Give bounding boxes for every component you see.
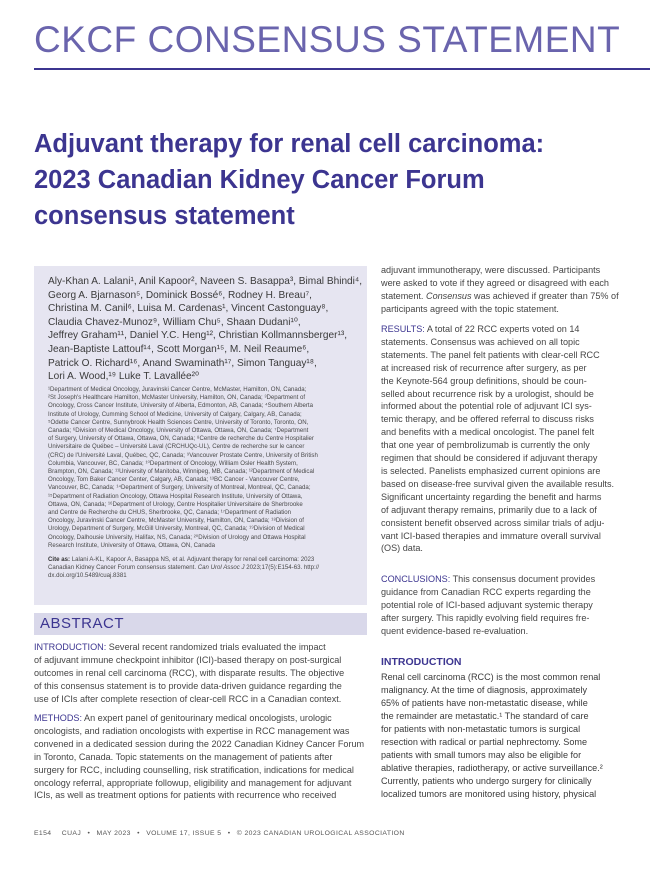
abstract-methods bbox=[34, 712, 367, 802]
affiliation-line: Institute of Urology, Cumming School of Medicine, University of Calgary, Calgary, AB, Canada; bbox=[48, 410, 302, 418]
affiliation-line: of Surgery, University of Ottawa, Ottawa, ON, Canada; ⁸Centre de recherche du Centre Hospitalier bbox=[48, 435, 314, 443]
author-line: Georg A. Bjarnason⁵, Dominick Bossé⁶, Rodney H. Breau⁷, bbox=[48, 289, 312, 301]
paragraph-line: oncologists, and radiation oncologists with expertise in RCC management was bbox=[34, 725, 350, 736]
paragraph-line: is selected. Panelists emphasized current opinions are bbox=[381, 465, 601, 476]
footer-separator: • bbox=[87, 830, 91, 837]
author-line: Christina M. Canil⁶, Luisa M. Cardenas¹, Vincent Castonguay⁸, bbox=[48, 303, 329, 315]
paragraph-italic: Consensus bbox=[426, 290, 472, 301]
paragraph-line bbox=[34, 641, 367, 654]
affiliations bbox=[48, 386, 360, 550]
paragraph-line: ICIs, as well as treatment options for patients with recurrence who received bbox=[34, 790, 337, 801]
author-line: Claudia Chavez-Munoz⁹, William Chu⁵, Shaan Dudani¹⁰, bbox=[48, 316, 301, 328]
paragraph-line: outcomes in renal cell carcinoma (RCC), with disparate results. The objective bbox=[34, 667, 345, 678]
paragraph-line: that one year of pembrolizumab is currently the only bbox=[381, 440, 590, 451]
abstract-results bbox=[381, 323, 631, 555]
paragraph-line: of this consensus statement is to provide data-driven guidance regarding the bbox=[34, 680, 342, 691]
abstract-methods-continued bbox=[381, 264, 631, 316]
paragraph-line: localized tumors are monitored using history, physical bbox=[381, 789, 597, 799]
paragraph-line: vant ICI-based therapies and immature overall survival bbox=[381, 530, 601, 541]
footer-date: MAY 2023 bbox=[96, 830, 131, 837]
paragraph-text: was achieved if greater than 75% of bbox=[471, 290, 619, 301]
affiliation-line: and Centre de Recherche du CHUS, Sherbrooke, QC, Canada; ¹⁷Department of Radiation bbox=[48, 509, 292, 517]
paragraph-text: This consensus document provides bbox=[450, 574, 596, 584]
paragraph-line: the Keynote-564 group definitions, should be coun- bbox=[381, 375, 587, 386]
paragraph-line bbox=[381, 573, 631, 586]
affiliation-line: Brampton, ON, Canada; ¹¹University of Manitoba, Winnipeg, MB, Canada; ¹²Department of Medical bbox=[48, 468, 315, 476]
affiliation-line: Universitaire de Québec – Université Laval (CRCHUQc-UL), Centre de recherche sur le cancer bbox=[48, 443, 305, 451]
author-list bbox=[48, 275, 363, 384]
paragraph-line: temic therapy, and be offered referral to discuss risks bbox=[381, 414, 594, 425]
paragraph-text: An expert panel of genitourinary medical oncologists, urologic bbox=[82, 713, 332, 723]
paragraph-line: regimen that should be considered if adjuvant therapy bbox=[381, 453, 598, 464]
footer-separator: • bbox=[137, 830, 140, 837]
affiliation-line: ¹Department of Medical Oncology, Juravinski Cancer Centre, McMaster, Hamilton, ON, Canada; bbox=[48, 386, 307, 393]
affiliation-line: Oncology, Tom Baker Cancer Center, Calgary, AB, Canada; ¹³BC Cancer - Vancouver Centre, bbox=[48, 476, 300, 484]
footer-separator bbox=[54, 830, 62, 837]
paragraph-line: quent evidence-based re-evaluation. bbox=[381, 625, 529, 636]
citation-line bbox=[48, 564, 360, 572]
paragraph-line: 65% of patients have non-metastatic disease, while bbox=[381, 698, 588, 708]
abstract-introduction bbox=[34, 641, 367, 706]
citation-text: 2023;17(5):E154-63. http:// bbox=[244, 564, 320, 572]
section-label: CKCF CONSENSUS STATEMENT bbox=[34, 19, 621, 60]
affiliation-line: Oncology, Dalhousie University, Halifax, NS, Canada; ²⁰Division of Urology and Ottawa Hospital bbox=[48, 533, 306, 541]
paragraph-line: potential role of ICI-based adjuvant systemic therapy bbox=[381, 599, 593, 610]
paragraph-line bbox=[34, 712, 367, 725]
paragraph-line: selled about recurrence risk by a urologist, should be bbox=[381, 388, 594, 399]
paragraph-text: Several recent randomized trials evaluated the impact bbox=[106, 642, 326, 652]
author-line: Aly-Khan A. Lalani¹, Anil Kapoor², Naveen S. Basappa³, Bimal Bhindi⁴, bbox=[48, 276, 363, 287]
affiliation-line: Oncology, Juravinski Cancer Centre, McMaster University, Hamilton, ON, Canada; ¹⁸Division of bbox=[48, 517, 304, 525]
paragraph-line: oncology referral, appropriate followup, eligibility and management for adjuvant bbox=[34, 777, 352, 788]
author-line: Jeffrey Graham¹¹, Daniel Y.C. Heng¹², Christian Kollmannsberger¹³, bbox=[48, 330, 348, 342]
affiliation-line: Research Institute, University of Ottawa, Ottawa, ON, Canada bbox=[48, 541, 215, 549]
affiliation-line: Ottawa, ON, Canada; ¹⁶Department of Urology, Centre Hospitalier Universitaire de Sherbrooke bbox=[48, 500, 303, 508]
paragraph-line bbox=[381, 323, 631, 336]
footer-journal: CUAJ bbox=[61, 830, 82, 837]
affiliation-line: ⁵Odette Cancer Centre, Sunnybrook Health Sciences Centre, University of Toronto, Toronto, ON, bbox=[48, 418, 309, 426]
paragraph-line: Currently, patients who undergo surgery for clinically bbox=[381, 776, 592, 786]
affiliation-line: Urology, Department of Surgery, McGill University, Montreal, QC, Canada; ¹⁹Division of Medical bbox=[48, 525, 305, 533]
paragraph-line: after surgery. This rapidly evolving field requires fre- bbox=[381, 612, 590, 623]
paragraph-line: at increased risk of recurrence after surgery, as per bbox=[381, 362, 587, 373]
paragraph-line: resection with radical or partial nephrectomy. Some bbox=[381, 737, 588, 747]
paragraph-line: for patients with non-metastatic tumors is surgical bbox=[381, 724, 581, 734]
affiliation-line: Vancouver, BC, Canada; ¹⁴Department of Surgery, University of Montreal, Montreal, QC, Canada; bbox=[48, 484, 311, 492]
paragraph-line: malignancy. At the time of diagnosis, approximately bbox=[381, 685, 588, 695]
affiliation-line: (CRC) de l'Université Laval, Québec, QC, Canada; ⁹Vancouver Prostate Centre, University of British bbox=[48, 451, 318, 459]
citation-line bbox=[48, 556, 360, 564]
citation-journal: Can Urol Assoc J bbox=[197, 564, 245, 572]
title-line: consensus statement bbox=[34, 202, 295, 230]
citation bbox=[48, 556, 360, 581]
paragraph-line: and benefits with a medical oncologist. The panel felt bbox=[381, 427, 595, 438]
abstract-methods-label: METHODS: bbox=[34, 713, 82, 723]
paragraph-line bbox=[381, 290, 631, 303]
paragraph-line: statements. Consensus was achieved on all topic bbox=[381, 336, 580, 347]
paragraph-line: guidance from Canadian RCC experts regarding the bbox=[381, 586, 591, 597]
abstract-heading-bar bbox=[34, 613, 367, 635]
affiliation-line: ²St Joseph's Healthcare Hamilton, McMaster University, Hamilton, ON, Canada; ³Department of bbox=[48, 394, 306, 402]
section-header bbox=[34, 16, 650, 70]
article-title bbox=[34, 126, 624, 234]
citation-label: Cite as: bbox=[48, 556, 71, 563]
footer-volume: VOLUME 17, ISSUE 5 bbox=[146, 830, 222, 837]
paragraph-line: ablative therapies, radiotherapy, or active surveillance.² bbox=[381, 763, 603, 773]
affiliation-line: Canada; ⁶Division of Medical Oncology, University of Ottawa, Ottawa, ON, Canada; ⁷Department bbox=[48, 427, 309, 435]
footer-copyright: © 2023 CANADIAN UROLOGICAL ASSOCIATION bbox=[236, 830, 405, 837]
affiliation-line: Oncology, Cross Cancer Institute, University of Alberta, Edmonton, AB, Canada; ⁴Southern Alberta bbox=[48, 402, 314, 410]
paragraph-line: surgery for RCC, including counselling, risk stratification, indications for medical bbox=[34, 764, 354, 775]
abstract-conclusions-label: CONCLUSIONS: bbox=[381, 574, 451, 584]
paragraph-line: use of ICIs after complete resection of clear-cell RCC in a Canadian context. bbox=[34, 693, 342, 704]
citation-text: Canadian Kidney Cancer Forum consensus statement. bbox=[48, 564, 198, 572]
paragraph-line: Significant uncertainty regarding the benefit and harms bbox=[381, 491, 602, 502]
abstract-results-label: RESULTS: bbox=[381, 324, 425, 334]
author-line: Jean-Baptiste Lattouf¹⁴, Scott Morgan¹⁵, M. Neil Reaume⁶, bbox=[48, 343, 310, 355]
paragraph-line: the remainder are metastatic.¹ The standard of care bbox=[381, 711, 589, 721]
paragraph-line: convened in a dedicated session during the 2022 Canadian Kidney Cancer Forum bbox=[34, 738, 365, 749]
author-line: Lori A. Wood,¹⁹ Luke T. Lavallée²⁰ bbox=[48, 371, 200, 383]
introduction-heading: INTRODUCTION bbox=[381, 656, 462, 668]
author-info-panel bbox=[34, 266, 367, 605]
affiliation-line: ¹⁵Department of Radiation Oncology, Ottawa Hospital Research Institute, University of Ottawa, bbox=[48, 492, 303, 500]
abstract-conclusions bbox=[381, 573, 631, 638]
paragraph-line: consistent benefit observed across similar trials of adju- bbox=[381, 517, 605, 528]
title-line: Adjuvant therapy for renal cell carcinoma: bbox=[34, 130, 545, 158]
citation-doi-link[interactable]: dx.doi.org/10.5489/cuaj.8381 bbox=[48, 572, 127, 580]
paragraph-line: in Toronto, Canada. Topic statements on the management of patients after bbox=[34, 751, 333, 762]
abstract-introduction-label: INTRODUCTION: bbox=[34, 642, 107, 652]
paragraph-line: informed about the potential role of adjuvant ICI sys- bbox=[381, 401, 592, 412]
introduction-body bbox=[381, 671, 603, 801]
paragraph-line: patients with small tumors may also be eligible for bbox=[381, 750, 582, 760]
paragraph-line: of adjuvant therapy remains, primarily due to a lack of bbox=[381, 504, 597, 515]
paragraph-line: Renal cell carcinoma (RCC) is the most common renal bbox=[381, 672, 601, 682]
page-number: E154 bbox=[34, 830, 52, 837]
paragraph-line: based on disease-free survival given the available results. bbox=[381, 478, 615, 489]
paragraph-line: (OS) data. bbox=[381, 543, 423, 554]
paragraph-text: statement. bbox=[381, 290, 426, 301]
footer-separator: • bbox=[227, 830, 231, 837]
author-line: Patrick O. Richard¹⁶, Anand Swaminath¹⁷, Simon Tanguay¹⁸, bbox=[48, 357, 317, 369]
abstract-heading: ABSTRACT bbox=[40, 615, 125, 632]
paragraph-line: statements. The panel felt patients with clear-cell RCC bbox=[381, 349, 600, 360]
title-line: 2023 Canadian Kidney Cancer Forum bbox=[34, 166, 485, 194]
citation-text: Lalani A-KL, Kapoor A, Basappa NS, et al. Adjuvant therapy for renal cell carcinoma: 2023 bbox=[70, 556, 315, 563]
affiliation-line: Columbia, Vancouver, BC, Canada; ¹⁰Department of Oncology, William Osler Health System, bbox=[48, 459, 298, 467]
paragraph-line: adjuvant immunotherapy, were discussed. Participants bbox=[381, 265, 601, 275]
paragraph-line: participants agreed with the topic statement. bbox=[381, 303, 559, 314]
paragraph-line: were asked to vote if they agreed or disagreed with each bbox=[381, 277, 609, 288]
page-footer bbox=[34, 830, 405, 837]
paragraph-text: A total of 22 RCC experts voted on 14 bbox=[424, 324, 580, 334]
paragraph-line: of adjuvant immune checkpoint inhibitor (ICI)-based therapy on post-surgical bbox=[34, 654, 342, 665]
